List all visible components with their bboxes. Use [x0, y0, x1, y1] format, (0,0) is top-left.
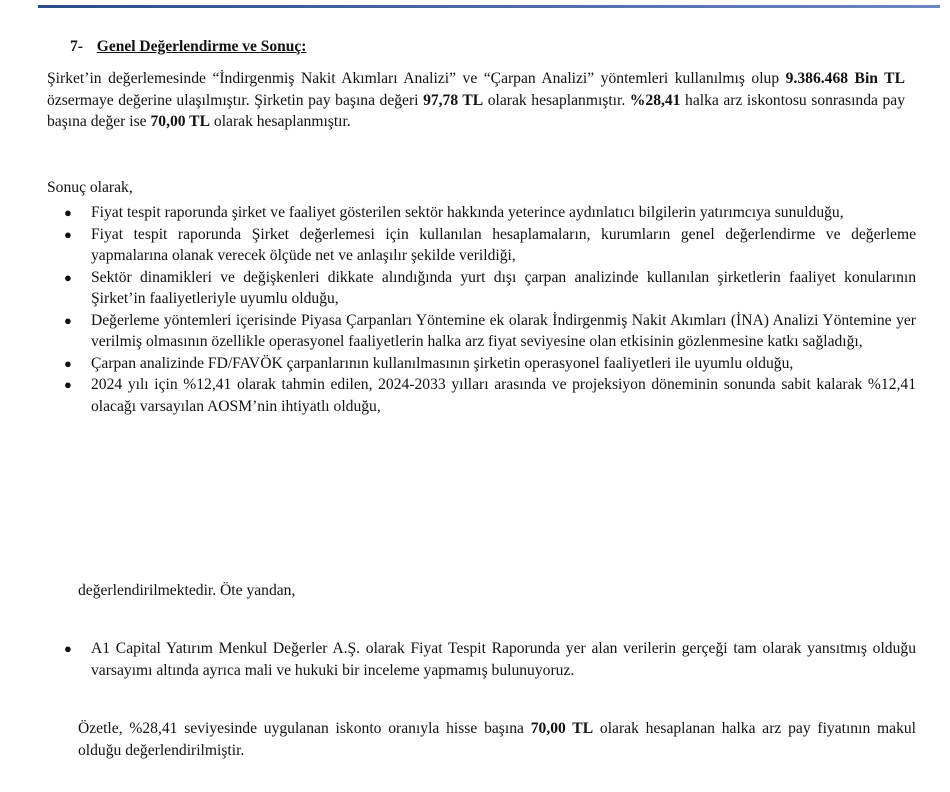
list-item-text: Değerleme yöntemleri içerisinde Piyasa Çarpanları Yöntemine ek olarak İndirgenmiş Nakit Akımları (İNA) Analizi Yöntemine yer verilmiş olmasının özellikle operasyonel faaliyetlerin halka arz fiyat seviyesine olan etkisinin gözlenmesine katkı sağladığı, [91, 311, 916, 350]
intro-text-3: olarak hesaplanmıştır. [483, 91, 630, 109]
disclaimer-list [63, 638, 916, 681]
header-rule [38, 5, 940, 8]
conclusion-list [63, 202, 916, 417]
summary-share-price: 70,00 TL [530, 720, 594, 737]
list-item-text: Sektör dinamikleri ve değişkenleri dikkate alındığında yurt dışı çarpan analizinde kullanılan şirketlerin faaliyet konularının Şirket’in faaliyetleriyle uyumlu olduğu, [91, 268, 916, 307]
list-item [63, 353, 916, 375]
bullet-icon: ● [64, 377, 72, 392]
per-share-value: 97,78 TL [423, 91, 484, 109]
summary-paragraph [78, 718, 916, 761]
intro-text-2: özsermaye değerine ulaşılmıştır. Şirketin pay başına değeri [47, 91, 424, 109]
conclusion-lead: Sonuç olarak, [47, 179, 133, 196]
list-item-text: 2024 yılı için %12,41 olarak tahmin edilen, 2024-2033 yılları arasında ve projeksiyon döneminin sonunda sabit kalarak %12,41 olacağı varsayılan AOSM’nin ihtiyatlı olduğu, [91, 376, 916, 415]
list-item [63, 374, 916, 417]
bullet-icon: ● [64, 641, 72, 656]
list-item [63, 310, 916, 353]
list-item-text: Fiyat tespit raporunda Şirket değerlemesi için kullanılan hesaplamaların, kurumların genel değerlendirme ve değerleme yapmalarına olanak verecek ölçüde net ve anlaşılır şekilde verildiği, [91, 225, 916, 264]
ipo-share-price: 70,00 TL [150, 113, 210, 130]
disclaimer-text: A1 Capital Yatırım Menkul Değerler A.Ş. olarak Fiyat Tespit Raporunda yer alan verilerin gerçeği tam olarak yansıtmış olduğu varsayımı altında ayrıca mali ve hukuki bir inceleme yapmamış bulunuyoruz. [91, 640, 916, 679]
intro-text-5: olarak hesaplanmıştır. [210, 113, 351, 130]
discount-rate: %28,41 [629, 91, 681, 109]
bullet-icon: ● [64, 226, 72, 242]
list-item-text: Fiyat tespit raporunda şirket ve faaliyet gösterilen sektör hakkında yeterince aydınlatıcı bilgilerin yatırımcıya sunulduğu, [91, 204, 844, 221]
summary-text-2: olarak hesaplanan halka arz pay fiyatının makul olduğu değerlendirilmiştir. [78, 720, 916, 759]
list-item [63, 224, 916, 267]
section-heading [70, 36, 306, 58]
summary-text-1: Özetle, %28,41 seviyesinde uygulanan iskonto oranıyla hisse başına [78, 720, 531, 737]
bullet-icon: ● [64, 355, 72, 371]
bullet-icon: ● [64, 205, 72, 220]
intro-text-1: Şirket’in değerlemesinde “İndirgenmiş Nakit Akımları Analizi” ve “Çarpan Analizi” yöntemleri kullanılmış olup [47, 70, 786, 87]
evaluation-line: değerlendirilmektedir. Öte yandan, [78, 582, 296, 599]
list-item [63, 267, 916, 310]
list-item-text: Çarpan analizinde FD/FAVÖK çarpanlarının kullanılmasının şirketin operasyonel faaliyetleri ile uyumlu olduğu, [91, 354, 794, 372]
list-item [63, 202, 916, 224]
intro-paragraph [47, 68, 905, 133]
list-item [63, 638, 916, 681]
section-title: Genel Değerlendirme ve Sonuç: [96, 38, 307, 55]
bullet-icon: ● [64, 269, 72, 285]
section-number: 7- [70, 38, 83, 55]
equity-value: 9.386.468 Bin TL [785, 70, 905, 87]
bullet-icon: ● [64, 312, 72, 328]
intro-text-4: halka arz iskontosu sonrasında pay başına değer ise [47, 91, 905, 130]
